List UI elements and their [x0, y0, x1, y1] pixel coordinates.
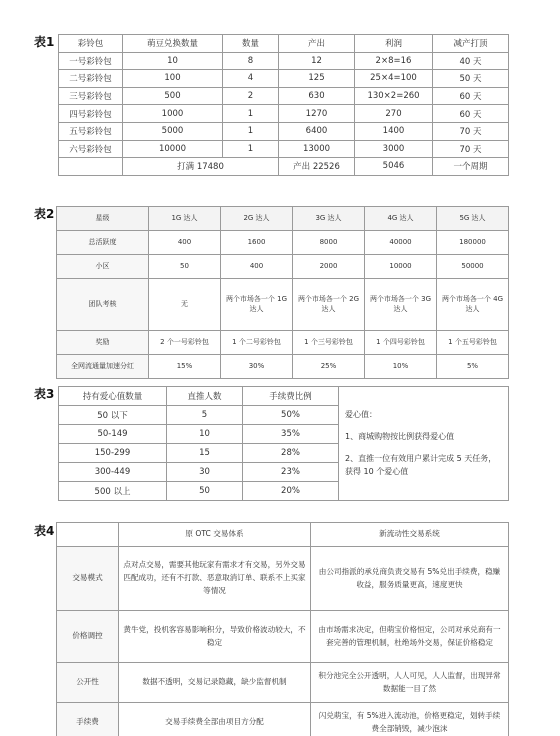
row-label: 总活跃度 — [57, 231, 149, 255]
table-cell: 2 个一号彩铃包 — [149, 331, 221, 355]
t4-header-cell — [57, 523, 119, 547]
table-cell: 70 天 — [433, 122, 509, 140]
table-cell: 70 天 — [433, 140, 509, 158]
table-cell: 500 以上 — [59, 482, 167, 501]
t1-header-cell: 利润 — [355, 35, 433, 53]
table-cell: 30% — [221, 355, 293, 379]
table-cell: 60 天 — [433, 105, 509, 123]
table-cell: 2000 — [293, 255, 365, 279]
row-label: 奖励 — [57, 331, 149, 355]
table-cell: 15% — [149, 355, 221, 379]
table1-label: 表1 — [34, 35, 55, 49]
table1-header-row — [59, 35, 509, 53]
t3-header-cell: 手续费比例 — [243, 387, 339, 406]
table-cell: 8000 — [293, 231, 365, 255]
table-cell: 125 — [279, 70, 355, 88]
total-full-cell: 打满 17480 — [123, 158, 279, 176]
table-cell: 六号彩铃包 — [59, 140, 123, 158]
table-cell: 10 — [123, 52, 223, 70]
table-cell: 40 天 — [433, 52, 509, 70]
love-value-title: 爱心值： — [345, 410, 377, 420]
table-cell: 由市场需求决定，但萌宝价格恒定，公司对承兑商有一套完善的管理机制，杜绝场外交易，保证价格稳定 — [311, 611, 509, 663]
table-row — [59, 87, 509, 105]
table-cell: 500 — [123, 87, 223, 105]
table-cell: 100 — [123, 70, 223, 88]
table-cell: 3000 — [355, 140, 433, 158]
table-cell: 50 — [149, 255, 221, 279]
table-row — [57, 663, 509, 703]
table-cell: 5000 — [123, 122, 223, 140]
love-value-rule-1: 1、商城购物按比例获得爱心值 — [345, 431, 455, 441]
row-label: 手续费 — [57, 703, 119, 736]
table-cell: 两个市场各一个 2G 达人 — [293, 279, 365, 331]
table-cell: 270 — [355, 105, 433, 123]
table-cell: 1 个二号彩铃包 — [221, 331, 293, 355]
table-cell: 400 — [149, 231, 221, 255]
t3-header-cell: 直推人数 — [167, 387, 243, 406]
table4-header-row — [57, 523, 509, 547]
table-cell: 1 — [223, 105, 279, 123]
table-cell: 二号彩铃包 — [59, 70, 123, 88]
table1 — [58, 34, 509, 176]
table-row — [59, 52, 509, 70]
t2-header-cell: 4G 达人 — [365, 207, 437, 231]
row-label: 价格调控 — [57, 611, 119, 663]
table-cell: 数据不透明，交易记录隐藏，缺少监督机制 — [119, 663, 311, 703]
table-cell: 300-449 — [59, 463, 167, 482]
table-cell: 50-149 — [59, 425, 167, 444]
t2-header-cell: 2G 达人 — [221, 207, 293, 231]
table-cell: 180000 — [437, 231, 509, 255]
table-cell: 8 — [223, 52, 279, 70]
table-row — [57, 355, 509, 379]
table-row — [57, 547, 509, 611]
t1-header-cell: 彩铃包 — [59, 35, 123, 53]
t3-header-cell: 持有爱心值数量 — [59, 387, 167, 406]
table-cell: 积分池完全公开透明，人人可见，人人监督，出现异常数据能一目了然 — [311, 663, 509, 703]
table-row — [57, 611, 509, 663]
row-label: 团队考核 — [57, 279, 149, 331]
table3-label: 表3 — [34, 387, 55, 401]
table-cell: 35% — [243, 425, 339, 444]
table-row — [59, 122, 509, 140]
table-cell: 10000 — [365, 255, 437, 279]
love-value-rule-2: 2、直推一位有效用户累计完成 5 天任务，获得 10 个爱心值 — [345, 453, 497, 477]
row-label: 交易模式 — [57, 547, 119, 611]
table4-label: 表4 — [34, 524, 55, 538]
table-cell: 一号彩铃包 — [59, 52, 123, 70]
table-cell: 四号彩铃包 — [59, 105, 123, 123]
table-cell: 五号彩铃包 — [59, 122, 123, 140]
table-cell: 13000 — [279, 140, 355, 158]
table-cell: 150-299 — [59, 444, 167, 463]
table-cell: 2 — [223, 87, 279, 105]
table-cell: 630 — [279, 87, 355, 105]
table-cell: 30 — [167, 463, 243, 482]
table-cell: 12 — [279, 52, 355, 70]
total-profit-cell: 5046 — [355, 158, 433, 176]
t2-header-cell: 5G 达人 — [437, 207, 509, 231]
table2-header-row — [57, 207, 509, 231]
table4 — [56, 522, 509, 736]
table-cell: 5% — [437, 355, 509, 379]
row-label: 公开性 — [57, 663, 119, 703]
table-cell: 40000 — [365, 231, 437, 255]
t4-header-cell: 新流动性交易系统 — [311, 523, 509, 547]
table-cell: 1 — [223, 140, 279, 158]
table-row — [59, 105, 509, 123]
t1-header-cell: 萌豆兑换数量 — [123, 35, 223, 53]
table-cell: 50 天 — [433, 70, 509, 88]
table-cell: 10% — [365, 355, 437, 379]
table-cell: 两个市场各一个 3G 达人 — [365, 279, 437, 331]
table-cell: 两个市场各一个 1G 达人 — [221, 279, 293, 331]
table-row — [57, 255, 509, 279]
table-cell: 50 以下 — [59, 406, 167, 425]
table2-label: 表2 — [34, 207, 55, 221]
table-cell: 1270 — [279, 105, 355, 123]
table-row — [57, 331, 509, 355]
table-cell: 400 — [221, 255, 293, 279]
table-cell: 50 — [167, 482, 243, 501]
table3 — [58, 386, 509, 501]
row-label: 全网流通量加速分红 — [57, 355, 149, 379]
table-cell: 闪兑萌宝，有 5%进入流动池，价格更稳定，划转手续费全部销毁，减少泡沫 — [311, 703, 509, 736]
table-cell: 6400 — [279, 122, 355, 140]
table-cell: 60 天 — [433, 87, 509, 105]
t1-header-cell: 产出 — [279, 35, 355, 53]
table-cell: 1 个五号彩铃包 — [437, 331, 509, 355]
cycle-cell: 一个周期 — [433, 158, 509, 176]
table-row — [57, 231, 509, 255]
table-cell: 无 — [149, 279, 221, 331]
t2-header-cell: 星级 — [57, 207, 149, 231]
table-cell: 交易手续费全部由项目方分配 — [119, 703, 311, 736]
table-cell: 由公司指派的承兑商负责交易有 5%兑出手续费，稳赚收益，服务质量更高，速度更快 — [311, 547, 509, 611]
table-cell: 10 — [167, 425, 243, 444]
table-row — [59, 140, 509, 158]
table-cell: 28% — [243, 444, 339, 463]
table-cell: 两个市场各一个 4G 达人 — [437, 279, 509, 331]
table1-footer-row — [59, 158, 509, 176]
table-cell: 4 — [223, 70, 279, 88]
table-cell: 15 — [167, 444, 243, 463]
table-row — [57, 703, 509, 736]
table-cell: 10000 — [123, 140, 223, 158]
table-cell: 1 个三号彩铃包 — [293, 331, 365, 355]
table-cell: 1400 — [355, 122, 433, 140]
t1-header-cell: 减产打顶 — [433, 35, 509, 53]
table-cell: 1 — [223, 122, 279, 140]
table-cell: 5 — [167, 406, 243, 425]
table-cell: 130×2=260 — [355, 87, 433, 105]
table-cell: 50% — [243, 406, 339, 425]
row-label: 小区 — [57, 255, 149, 279]
table-cell: 三号彩铃包 — [59, 87, 123, 105]
table-cell: 1000 — [123, 105, 223, 123]
table-cell: 1 个四号彩铃包 — [365, 331, 437, 355]
table-cell: 23% — [243, 463, 339, 482]
table-cell: 50000 — [437, 255, 509, 279]
love-value-note — [339, 387, 509, 501]
t1-header-cell: 数量 — [223, 35, 279, 53]
table-cell: 25×4=100 — [355, 70, 433, 88]
table-cell: 黄牛党，投机客容易影响积分，导致价格波动较大，不稳定 — [119, 611, 311, 663]
table2 — [56, 206, 509, 379]
t4-header-cell: 原 OTC 交易体系 — [119, 523, 311, 547]
table3-header-row — [59, 387, 509, 406]
table-cell: 20% — [243, 482, 339, 501]
table-cell: 点对点交易，需要其他玩家有需求才有交易，另外交易匹配成功，还有不打款、恶意取消订单、联系不上买家等情况 — [119, 547, 311, 611]
table-cell: 2×8=16 — [355, 52, 433, 70]
t2-header-cell: 3G 达人 — [293, 207, 365, 231]
table-cell: 25% — [293, 355, 365, 379]
table-cell: 1600 — [221, 231, 293, 255]
table-row — [57, 279, 509, 331]
t2-header-cell: 1G 达人 — [149, 207, 221, 231]
total-output-cell: 产出 22526 — [279, 158, 355, 176]
table-row — [59, 70, 509, 88]
table-cell — [59, 158, 123, 176]
